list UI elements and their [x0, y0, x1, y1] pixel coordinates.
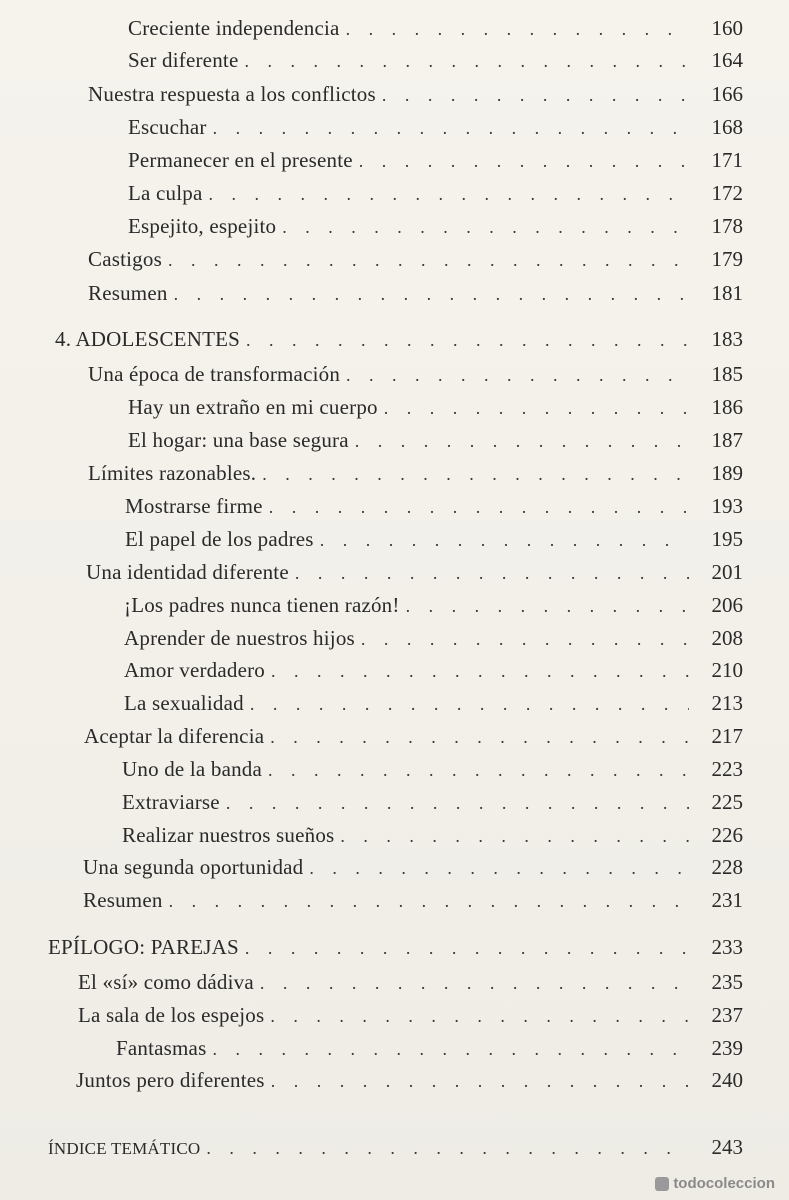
toc-entry-title: Creciente independencia [128, 16, 340, 40]
toc-entry [128, 148, 743, 173]
toc-entry [78, 1003, 743, 1028]
leader-dots [270, 1006, 689, 1027]
toc-entry-page: 171 [711, 148, 743, 172]
leader-dots [212, 1039, 689, 1060]
toc-entry-page: 178 [711, 214, 743, 238]
toc-entry-page: 213 [711, 691, 743, 715]
toc-entry-title: Mostrarse firme [125, 494, 263, 518]
toc-entry-title: El papel de los padres [125, 527, 314, 551]
toc-entry-title: Aprender de nuestros hijos [124, 626, 355, 650]
toc-entry-page: 185 [711, 362, 743, 386]
leader-dots [346, 365, 689, 386]
leader-dots [355, 431, 689, 452]
toc-entry-page: 181 [711, 281, 743, 305]
toc-entry-page: 217 [711, 724, 743, 748]
leader-dots [340, 826, 689, 847]
toc-entry-title: Nuestra respuesta a los conflictos [88, 82, 376, 106]
toc-entry-page: 189 [711, 461, 743, 485]
leader-dots [174, 284, 689, 305]
toc-entry-page: 172 [711, 181, 743, 205]
toc-entry [78, 970, 743, 995]
toc-entry [125, 527, 743, 552]
toc-entry-page: 231 [711, 888, 743, 912]
leader-dots [309, 858, 689, 879]
toc-entry [125, 494, 743, 519]
leader-dots [282, 217, 689, 238]
leader-dots [244, 51, 689, 72]
toc-entry-title: Hay un extraño en mi cuerpo [128, 395, 378, 419]
toc-entry [128, 181, 743, 206]
leader-dots [169, 891, 689, 912]
toc-entry [124, 658, 743, 683]
leader-dots [168, 250, 689, 271]
toc-entry [83, 855, 743, 880]
toc-entry-title: Castigos [88, 247, 162, 271]
leader-dots [250, 694, 689, 715]
toc-entry-page: 228 [711, 855, 743, 879]
leader-dots [268, 760, 689, 781]
toc-entry [122, 757, 743, 782]
toc-entry-page: 164 [711, 48, 743, 72]
watermark [655, 1175, 775, 1192]
toc-entry-title: Una época de transformación [88, 362, 341, 386]
toc-entry [128, 115, 743, 140]
toc-entry-page: 195 [711, 527, 743, 551]
toc-entry-title: Aceptar la diferencia [84, 724, 265, 748]
toc-entry [128, 16, 743, 41]
toc-entry [124, 593, 743, 618]
toc-entry-page: 183 [711, 327, 743, 351]
leader-dots [260, 973, 689, 994]
toc-entry [124, 691, 743, 716]
toc-entry-page: 201 [711, 560, 743, 584]
toc-entry-title: Espejito, espejito [128, 214, 277, 238]
toc-entry [76, 1068, 743, 1093]
toc-entry [124, 626, 743, 651]
toc-entry-page: 225 [711, 790, 743, 814]
toc-entry-page: 168 [711, 115, 743, 139]
watermark-text: todocoleccion [673, 1175, 775, 1192]
toc-entry-page: 206 [711, 593, 743, 617]
toc-entry-page: 208 [711, 626, 743, 650]
toc-entry-title: Fantasmas [116, 1036, 207, 1060]
toc-entry [88, 362, 743, 387]
toc-entry-title: La culpa [128, 181, 203, 205]
leader-dots [359, 151, 689, 172]
toc-entry [86, 560, 743, 585]
toc-index-heading [48, 1135, 743, 1160]
toc-entry-page: 237 [711, 1003, 743, 1027]
toc-entry [88, 82, 743, 107]
toc-entry [88, 281, 743, 306]
leader-dots [295, 563, 689, 584]
toc-entry-title: ÍNDICE TEMÁTICO [48, 1139, 201, 1158]
leader-dots [406, 596, 689, 617]
leader-dots [271, 1071, 689, 1092]
leader-dots [270, 727, 689, 748]
toc-entry [122, 823, 743, 848]
toc-entry-page: 179 [711, 247, 743, 271]
toc-entry [128, 428, 743, 453]
leader-dots [271, 661, 689, 682]
toc-entry [116, 1036, 743, 1061]
toc-entry-page: 235 [711, 970, 743, 994]
toc-entry-page: 187 [711, 428, 743, 452]
leader-dots [346, 19, 689, 40]
toc-entry-title: 4. ADOLESCENTES [55, 327, 241, 351]
toc-entry-page: 166 [711, 82, 743, 106]
toc-chapter-heading [55, 327, 743, 352]
toc-entry-page: 243 [711, 1135, 743, 1159]
toc-entry-title: EPÍLOGO: PAREJAS [48, 935, 239, 959]
toc-entry-title: Realizar nuestros sueños [122, 823, 335, 847]
toc-entry-title: Límites razonables. [88, 461, 257, 485]
leader-dots [246, 330, 689, 351]
toc-entry-title: La sala de los espejos [78, 1003, 265, 1027]
toc-entry-page: 233 [711, 935, 743, 959]
toc-entry [128, 214, 743, 239]
leader-dots [213, 118, 689, 139]
toc-entry-page: 210 [711, 658, 743, 682]
toc-entry [84, 724, 743, 749]
toc-entry-page: 223 [711, 757, 743, 781]
toc-entry-title: Ser diferente [128, 48, 239, 72]
toc-entry-title: Uno de la banda [122, 757, 263, 781]
leader-dots [206, 1138, 689, 1159]
toc-entry [122, 790, 743, 815]
toc-entry-title: Extraviarse [122, 790, 220, 814]
toc-entry-page: 239 [711, 1036, 743, 1060]
leader-dots [208, 184, 689, 205]
toc-entry [83, 888, 743, 913]
leader-dots [361, 629, 689, 650]
leader-dots [384, 398, 689, 419]
toc-entry-title: Permanecer en el presente [128, 148, 353, 172]
toc-entry-title: El «sí» como dádiva [78, 970, 254, 994]
toc-entry [128, 48, 743, 73]
toc-entry [88, 461, 743, 486]
toc-entry-title: Resumen [88, 281, 168, 305]
leader-dots [269, 497, 689, 518]
toc-entry [88, 247, 743, 272]
toc-entry-page: 186 [711, 395, 743, 419]
leader-dots [320, 530, 689, 551]
toc-entry-title: Amor verdadero [124, 658, 265, 682]
toc-entry-title: Resumen [83, 888, 163, 912]
leader-dots [226, 793, 689, 814]
leader-dots [245, 938, 689, 959]
toc-entry-title: La sexualidad [124, 691, 244, 715]
toc-entry-title: El hogar: una base segura [128, 428, 349, 452]
toc-entry-page: 226 [711, 823, 743, 847]
toc-entry-page: 240 [711, 1068, 743, 1092]
toc-chapter-heading [48, 935, 743, 960]
toc-entry [128, 395, 743, 420]
watermark-logo-icon [655, 1177, 669, 1191]
toc-entry-title: Una identidad diferente [86, 560, 289, 584]
toc-entry-title: ¡Los padres nunca tienen razón! [124, 593, 400, 617]
toc-entry-title: Una segunda oportunidad [83, 855, 304, 879]
leader-dots [262, 464, 689, 485]
toc-entry-page: 193 [711, 494, 743, 518]
toc-entry-page: 160 [711, 16, 743, 40]
toc-entry-title: Juntos pero diferentes [76, 1068, 265, 1092]
toc-entry-title: Escuchar [128, 115, 207, 139]
leader-dots [382, 85, 689, 106]
